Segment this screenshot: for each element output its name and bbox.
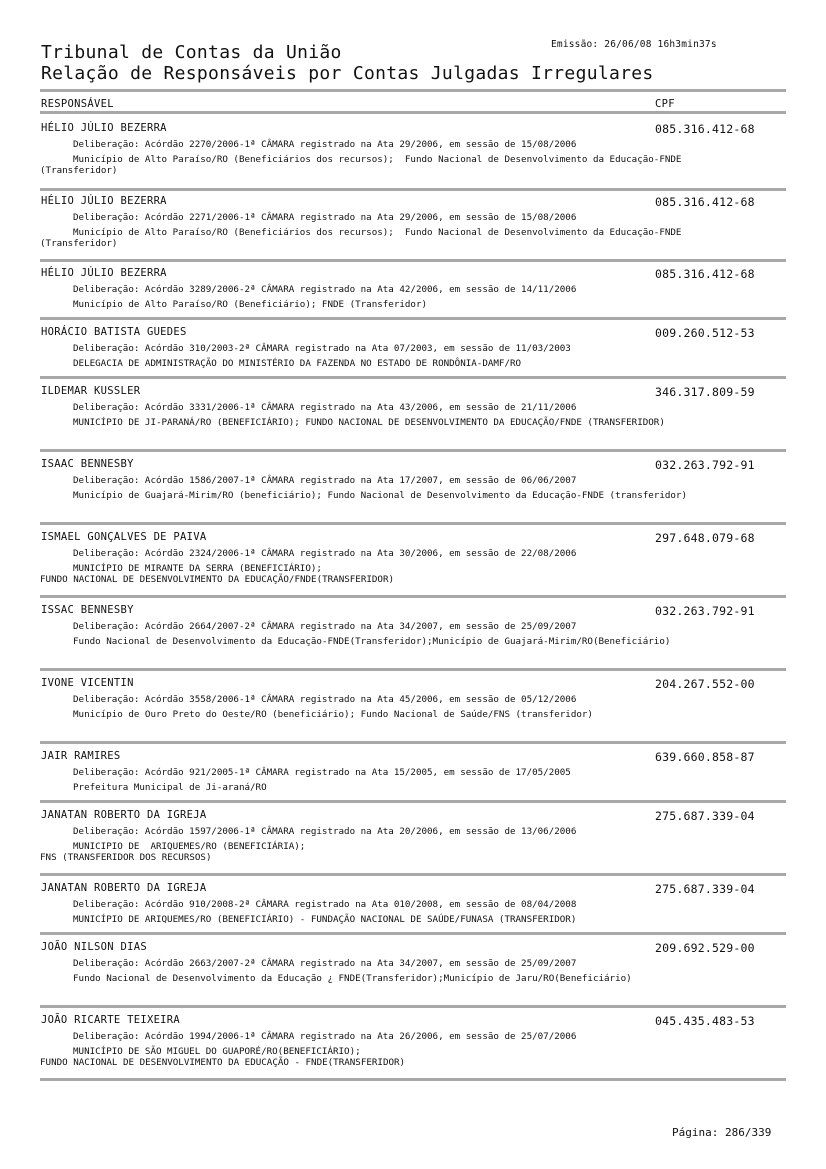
record-deliberacao: Deliberação: Acórdão 1994/2006-1ª CÂMARA registrado na Ata 26/2006, em sessão de 25/07/2006 xyxy=(73,1031,577,1042)
page-title: Tribunal de Contas da União xyxy=(41,42,342,63)
header-divider-bottom xyxy=(40,111,786,114)
record-deliberacao: Deliberação: Acórdão 2663/2007-2ª CÂMARA registrado na Ata 34/2007, em sessão de 25/09/2007 xyxy=(73,958,577,969)
record-deliberacao: Deliberação: Acórdão 3558/2006-1ª CÂMARA registrado na Ata 45/2006, em sessão de 05/12/2006 xyxy=(73,694,577,705)
record-divider xyxy=(40,800,786,803)
record-entidades: MUNICÍPIO DE ARIQUEMES/RO (BENEFICIÁRIO) - FUNDAÇÃO NACIONAL DE SAÚDE/FUNASA (TRANSFERIDOR) xyxy=(73,914,577,925)
record-cpf: 085.316.412-68 xyxy=(655,195,755,209)
column-header-responsavel: RESPONSÁVEL xyxy=(41,98,114,110)
record-name: ISSAC BENNESBY xyxy=(41,604,134,616)
page-subtitle: Relação de Responsáveis por Contas Julgadas Irregulares xyxy=(41,63,654,84)
header-divider-top xyxy=(40,89,786,92)
record-deliberacao: Deliberação: Acórdão 2271/2006-1ª CÂMARA registrado na Ata 29/2006, em sessão de 15/08/2006 xyxy=(73,212,577,223)
record-cpf: 085.316.412-68 xyxy=(655,267,755,281)
record-deliberacao: Deliberação: Acórdão 2270/2006-1ª CÂMARA registrado na Ata 29/2006, em sessão de 15/08/2006 xyxy=(73,139,577,150)
record-name: IVONE VICENTIN xyxy=(41,677,134,689)
record-entidades: Município de Alto Paraíso/RO (Beneficiários dos recursos); Fundo Nacional de Desenvolvimento da Educação-FNDE (Transferidor) xyxy=(40,227,687,249)
record-entidades: MUNICIPIO DE ARIQUEMES/RO (BENEFICIÁRIA); FNS (TRANSFERIDOR DOS RECURSOS) xyxy=(40,841,306,863)
record-name: JAIR RAMIRES xyxy=(41,750,121,762)
record-name: ILDEMAR KUSSLER xyxy=(41,385,141,397)
record-divider xyxy=(40,522,786,525)
record-deliberacao: Deliberação: Acórdão 3289/2006-2ª CÂMARA registrado na Ata 42/2006, em sessão de 14/11/2006 xyxy=(73,284,577,295)
record-name: HÉLIO JÚLIO BEZERRA xyxy=(41,122,167,134)
record-entidades: Município de Alto Paraíso/RO (Beneficiários dos recursos); Fundo Nacional de Desenvolvimento da Educação-FNDE (Transferidor) xyxy=(40,154,687,176)
record-name: HÉLIO JÚLIO BEZERRA xyxy=(41,267,167,279)
record-name: HORÁCIO BATISTA GUEDES xyxy=(41,326,187,338)
record-entidades: Município de Alto Paraíso/RO (Beneficiário); FNDE (Transferidor) xyxy=(73,299,428,310)
record-deliberacao: Deliberação: Acórdão 3331/2006-1ª CÂMARA registrado na Ata 43/2006, em sessão de 21/11/2006 xyxy=(73,402,577,413)
record-entidades: MUNICÍPIO DE JI-PARANÁ/RO (BENEFICIÁRIO); FUNDO NACIONAL DE DESENVOLVIMENTO DA EDUCAÇÃO/FNDE (TRANSFERIDOR) xyxy=(73,417,665,428)
record-divider xyxy=(40,259,786,262)
record-deliberacao: Deliberação: Acórdão 1597/2006-1ª CÂMARA registrado na Ata 20/2006, em sessão de 13/06/2006 xyxy=(73,826,577,837)
record-deliberacao: Deliberação: Acórdão 310/2003-2ª CÂMARA registrado na Ata 07/2003, em sessão de 11/03/2003 xyxy=(73,343,571,354)
record-divider xyxy=(40,873,786,876)
record-deliberacao: Deliberação: Acórdão 1586/2007-1ª CÂMARA registrado na Ata 17/2007, em sessão de 06/06/2007 xyxy=(73,475,577,486)
record-entidades: Município de Ouro Preto do Oeste/RO (beneficiário); Fundo Nacional de Saúde/FNS (transferidor) xyxy=(73,709,593,720)
record-deliberacao: Deliberação: Acórdão 921/2005-1ª CÂMARA registrado na Ata 15/2005, em sessão de 17/05/2005 xyxy=(73,767,571,778)
record-cpf: 032.263.792-91 xyxy=(655,604,755,618)
page-number: Página: 286/339 xyxy=(672,1126,772,1139)
record-deliberacao: Deliberação: Acórdão 2324/2006-1ª CÂMARA registrado na Ata 30/2006, em sessão de 22/08/2006 xyxy=(73,548,577,559)
record-cpf: 209.692.529-00 xyxy=(655,941,755,955)
record-entidades: Fundo Nacional de Desenvolvimento da Educação ¿ FNDE(Transferidor);Município de Jaru/RO(Beneficiário) xyxy=(73,973,632,984)
record-entidades: Prefeitura Municipal de Ji-araná/RO xyxy=(73,782,267,793)
record-entidades: MUNICÍPIO DE SÃO MIGUEL DO GUAPORÉ/RO(BENEFICIÁRIO); FUNDO NACIONAL DE DESENVOLVIMENTO DA EDUCAÇÃO - FNDE(TRANSFERIDOR) xyxy=(40,1046,406,1068)
record-cpf: 085.316.412-68 xyxy=(655,122,755,136)
record-divider xyxy=(40,932,786,935)
record-name: HÉLIO JÚLIO BEZERRA xyxy=(41,195,167,207)
record-cpf: 204.267.552-00 xyxy=(655,677,755,691)
record-divider xyxy=(40,188,786,191)
record-divider xyxy=(40,595,786,598)
record-divider xyxy=(40,1005,786,1008)
record-name: ISMAEL GONÇALVES DE PAIVA xyxy=(41,531,207,543)
record-cpf: 639.660.858-87 xyxy=(655,750,755,764)
record-name: ISAAC BENNESBY xyxy=(41,458,134,470)
record-entidades: Fundo Nacional de Desenvolvimento da Educação-FNDE(Transferidor);Município de Guajará-Mirim/RO(Beneficiário) xyxy=(73,636,671,647)
record-name: JANATAN ROBERTO DA IGREJA xyxy=(41,882,207,894)
record-entidades: DELEGACIA DE ADMINISTRAÇÃO DO MINISTÉRIO DA FAZENDA NO ESTADO DE RONDÔNIA-DAMF/RO xyxy=(73,358,522,369)
record-divider xyxy=(40,1078,786,1081)
record-name: JOÃO RICARTE TEIXEIRA xyxy=(41,1014,181,1026)
record-divider xyxy=(40,741,786,744)
record-divider xyxy=(40,668,786,671)
record-divider xyxy=(40,449,786,452)
record-divider xyxy=(40,317,786,320)
record-name: JANATAN ROBERTO DA IGREJA xyxy=(41,809,207,821)
record-cpf: 032.263.792-91 xyxy=(655,458,755,472)
record-cpf: 045.435.483-53 xyxy=(655,1014,755,1028)
record-deliberacao: Deliberação: Acórdão 2664/2007-2ª CÂMARA registrado na Ata 34/2007, em sessão de 25/09/2007 xyxy=(73,621,577,632)
emission-timestamp: Emissão: 26/06/08 16h3min37s xyxy=(551,39,717,50)
record-divider xyxy=(40,376,786,379)
record-entidades: MUNICÍPIO DE MIRANTE DA SERRA (BENEFICIÁRIO); FUNDO NACIONAL DE DESENVOLVIMENTO DA EDUCAÇÃO/FNDE(TRANSFERIDOR) xyxy=(40,563,395,585)
record-cpf: 275.687.339-04 xyxy=(655,882,755,896)
record-entidades: Município de Guajará-Mirim/RO (beneficiário); Fundo Nacional de Desenvolvimento da Educação-FNDE (transferidor) xyxy=(73,490,687,501)
record-name: JOÃO NILSON DIAS xyxy=(41,941,147,953)
column-header-cpf: CPF xyxy=(655,98,675,110)
record-deliberacao: Deliberação: Acórdão 910/2008-2ª CÂMARA registrado na Ata 010/2008, em sessão de 08/04/2008 xyxy=(73,899,577,910)
record-cpf: 346.317.809-59 xyxy=(655,385,755,399)
record-cpf: 275.687.339-04 xyxy=(655,809,755,823)
record-cpf: 009.260.512-53 xyxy=(655,326,755,340)
record-cpf: 297.648.079-68 xyxy=(655,531,755,545)
